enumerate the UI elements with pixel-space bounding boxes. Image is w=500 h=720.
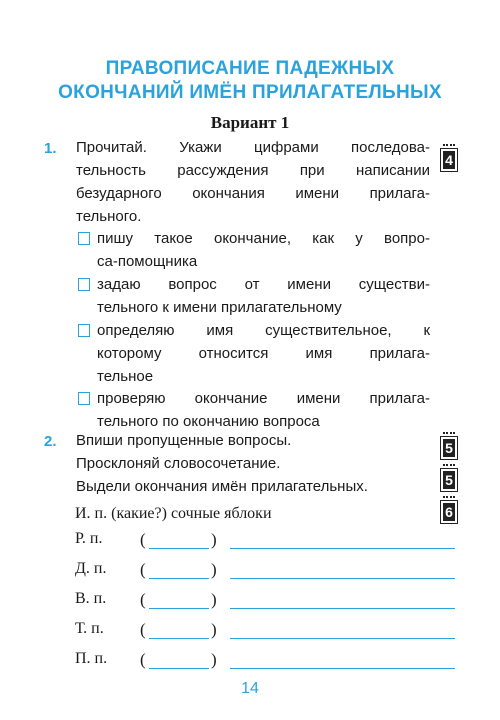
task-2-line-2: Просклоняй словосочетание. xyxy=(76,455,281,472)
difficulty-badge-task-2b: 5 xyxy=(440,468,458,492)
case-label: Т. п. xyxy=(75,620,104,637)
task-2-line-3: Выдели окончания имён прилагательных. xyxy=(76,478,368,495)
case-label: Д. п. xyxy=(75,560,107,577)
task-1-line-1: Прочитай. Укажи цифрами последова- xyxy=(76,139,430,156)
option-1-line-1: пишу такое окончание, как у вопро- xyxy=(97,230,430,247)
phrase-blank[interactable] xyxy=(230,578,455,579)
task-1-number: 1. xyxy=(44,140,57,157)
phrase-blank[interactable] xyxy=(230,608,455,609)
option-3-checkbox[interactable] xyxy=(78,324,90,337)
case-label: П. п. xyxy=(75,650,108,667)
option-3-line-1: определяю имя существительное, к xyxy=(97,322,430,339)
option-3-line-2: которому относится имя прилага- xyxy=(97,345,430,362)
question-blank[interactable] xyxy=(149,608,209,609)
option-4-line-2: тельного по окончанию вопроса xyxy=(97,413,320,430)
title-line-2: ОКОНЧАНИЙ ИМЁН ПРИЛАГАТЕЛЬНЫХ xyxy=(58,82,442,103)
paren-close: ) xyxy=(211,530,217,549)
variant-heading: Вариант 1 xyxy=(210,113,290,132)
task-1-line-2: тельность рассуждения при написании xyxy=(76,162,430,179)
paren-open: ( xyxy=(140,590,146,609)
paren-close: ) xyxy=(211,650,217,669)
title-line-1: ПРАВОПИСАНИЕ ПАДЕЖНЫХ xyxy=(105,58,395,79)
paren-open: ( xyxy=(140,530,146,549)
option-2-checkbox[interactable] xyxy=(78,278,90,291)
page-number: 14 xyxy=(241,680,259,697)
difficulty-badge-task-2a: 5 xyxy=(440,436,458,460)
question-blank[interactable] xyxy=(149,668,209,669)
option-1-checkbox[interactable] xyxy=(78,232,90,245)
option-1-line-2: са-помощника xyxy=(97,253,198,270)
paren-close: ) xyxy=(211,560,217,579)
paren-open: ( xyxy=(140,620,146,639)
option-4-checkbox[interactable] xyxy=(78,392,90,405)
option-2-line-2: тельного к имени прилагательному xyxy=(97,299,342,316)
paren-open: ( xyxy=(140,650,146,669)
task-2-number: 2. xyxy=(44,433,57,450)
option-2-line-1: задаю вопрос от имени существи- xyxy=(97,276,430,293)
declension-example: И. п. (какие?) сочные яблоки xyxy=(75,505,272,522)
phrase-blank[interactable] xyxy=(230,668,455,669)
difficulty-badge-task-2c: 6 xyxy=(440,500,458,524)
case-label: Р. п. xyxy=(75,530,103,547)
difficulty-badge-task-1: 4 xyxy=(440,148,458,172)
paren-close: ) xyxy=(211,590,217,609)
question-blank[interactable] xyxy=(149,548,209,549)
case-label: В. п. xyxy=(75,590,107,607)
question-blank[interactable] xyxy=(149,638,209,639)
option-3-line-3: тельное xyxy=(97,368,154,385)
task-2-line-1: Впиши пропущенные вопросы. xyxy=(76,432,292,449)
paren-open: ( xyxy=(140,560,146,579)
question-blank[interactable] xyxy=(149,578,209,579)
task-1-line-3: безударного окончания имени прилага- xyxy=(76,185,430,202)
task-1-line-4: тельного. xyxy=(76,208,142,225)
phrase-blank[interactable] xyxy=(230,548,455,549)
paren-close: ) xyxy=(211,620,217,639)
option-4-line-1: проверяю окончание имени прилага- xyxy=(97,390,430,407)
phrase-blank[interactable] xyxy=(230,638,455,639)
